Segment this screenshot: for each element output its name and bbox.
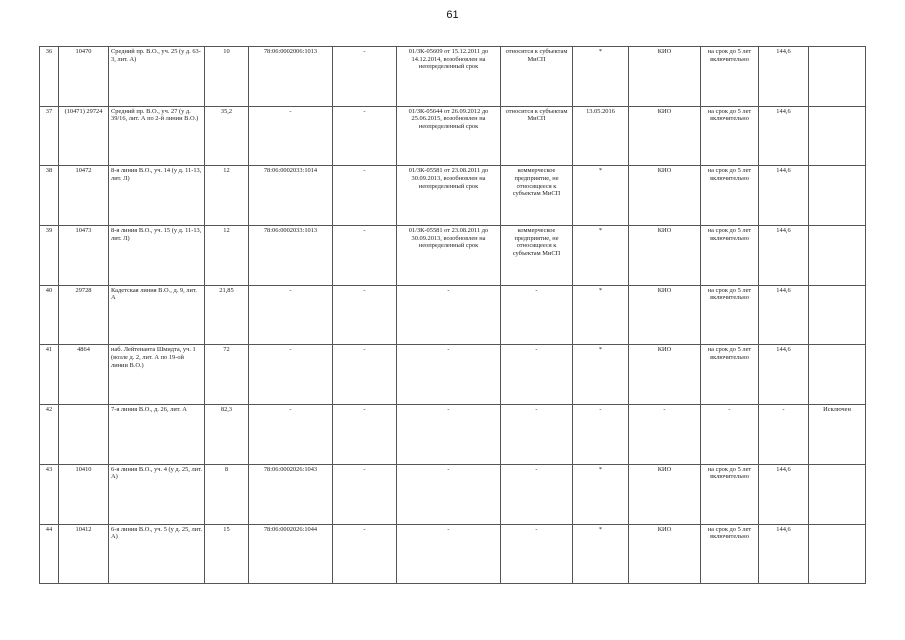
cell-term: на срок до 5 лет включительно [701,166,759,226]
table-row [40,106,866,166]
cell-agreement-info: - [397,405,501,465]
cell-agreement-info: 01/ЗК-05581 от 23.08.2011 до 30.09.2013, возобновлен на неопределенный срок [397,226,501,286]
cell-object-code: 29728 [59,285,109,345]
table-row [40,405,866,465]
cell-date: 13.05.2016 [573,106,629,166]
cell-cadastral-number: 78:06:0002033:1014 [249,166,333,226]
cell-note [809,106,866,166]
cell-rate: 144,6 [759,285,809,345]
cell-tenant-category: коммерческое предприятие, не относящееся к субъектам МиСП [501,226,573,286]
cell-address: 8-я линия В.О., уч. 15 (у д. 11-13, лит. Л) [109,226,205,286]
cell-authority: КИО [629,345,701,405]
cell-object-code: 4864 [59,345,109,405]
cell-term: на срок до 5 лет включительно [701,524,759,584]
cell-cadastral-number: - [249,405,333,465]
cell-area: 35,2 [205,106,249,166]
cell-object-code: 10472 [59,166,109,226]
cell-cadastral-number: 78:06:0002033:1013 [249,226,333,286]
cell-term: на срок до 5 лет включительно [701,226,759,286]
cell-extra-info: - [333,464,397,524]
cell-term: на срок до 5 лет включительно [701,106,759,166]
cell-object-code: 10412 [59,524,109,584]
cell-authority: КИО [629,106,701,166]
cell-area: 15 [205,524,249,584]
cell-row-number: 40 [40,285,59,345]
cell-cadastral-number: 78:06:0002026:1043 [249,464,333,524]
cell-tenant-category: относится к субъектам МиСП [501,106,573,166]
cell-row-number: 36 [40,47,59,107]
cell-rate: 144,6 [759,345,809,405]
cell-address: 7-я линия В.О., д. 26, лит. А [109,405,205,465]
cell-term: на срок до 5 лет включительно [701,47,759,107]
cell-date: * [573,166,629,226]
cell-tenant-category: относится к субъектам МиСП [501,47,573,107]
cell-tenant-category: - [501,285,573,345]
cell-agreement-info: - [397,285,501,345]
cell-rate: 144,6 [759,106,809,166]
cell-extra-info: - [333,285,397,345]
cell-extra-info: - [333,166,397,226]
cell-note [809,226,866,286]
cell-row-number: 38 [40,166,59,226]
cell-row-number: 37 [40,106,59,166]
cell-date: * [573,524,629,584]
cell-term: на срок до 5 лет включительно [701,285,759,345]
table-row [40,285,866,345]
cell-area: 12 [205,226,249,286]
cell-cadastral-number: - [249,106,333,166]
cell-cadastral-number: 78:06:0002026:1044 [249,524,333,584]
cell-tenant-category: коммерческое предприятие, не относящееся к субъектам МиСП [501,166,573,226]
register-table [39,46,866,584]
cell-row-number: 41 [40,345,59,405]
cell-agreement-info: 01/ЗК-05644 от 26.09.2012 до 25.06.2015, возобновлен на неопределенный срок [397,106,501,166]
cell-extra-info: - [333,405,397,465]
cell-object-code: 10410 [59,464,109,524]
cell-tenant-category: - [501,405,573,465]
cell-agreement-info: - [397,524,501,584]
cell-authority: КИО [629,47,701,107]
cell-area: 82,3 [205,405,249,465]
cell-agreement-info: 01/ЗК-05581 от 23.08.2011 до 30.09.2013, возобновлен на неопределенный срок [397,166,501,226]
cell-rate: 144,6 [759,226,809,286]
cell-address: наб. Лейтенанта Шмидта, уч. 1 (возле д. 2, лит. А по 19-ой линии В.О.) [109,345,205,405]
cell-address: Кадетская линия В.О., д. 9, лит. А [109,285,205,345]
cell-extra-info: - [333,345,397,405]
cell-note [809,285,866,345]
page-number: 61 [446,9,459,21]
cell-authority: КИО [629,464,701,524]
cell-agreement-info: - [397,345,501,405]
cell-term: - [701,405,759,465]
cell-object-code: (10471) 29724 [59,106,109,166]
cell-authority: КИО [629,524,701,584]
cell-tenant-category: - [501,345,573,405]
cell-agreement-info: 01/ЗК-05609 от 15.12.2011 до 14.12.2014, возобновлен на неопределенный срок [397,47,501,107]
cell-row-number: 43 [40,464,59,524]
cell-area: 12 [205,166,249,226]
cell-agreement-info: - [397,464,501,524]
cell-note [809,524,866,584]
cell-extra-info: - [333,47,397,107]
cell-authority: КИО [629,285,701,345]
cell-rate: 144,6 [759,524,809,584]
cell-note [809,345,866,405]
cell-address: 6-я линия В.О., уч. 4 (у д. 25, лит. А) [109,464,205,524]
table-row [40,226,866,286]
cell-cadastral-number: - [249,285,333,345]
cell-object-code [59,405,109,465]
cell-extra-info: - [333,226,397,286]
cell-date: * [573,47,629,107]
cell-rate: 144,6 [759,166,809,226]
cell-area: 21,85 [205,285,249,345]
cell-area: 10 [205,47,249,107]
cell-note: Исключен [809,405,866,465]
cell-date: * [573,345,629,405]
cell-object-code: 10470 [59,47,109,107]
cell-address: Средний пр. В.О., уч. 25 (у д. 63-3, лит. А) [109,47,205,107]
cell-date: * [573,464,629,524]
cell-note [809,166,866,226]
table-row [40,524,866,584]
cell-row-number: 39 [40,226,59,286]
cell-extra-info: - [333,524,397,584]
cell-authority: КИО [629,166,701,226]
cell-row-number: 44 [40,524,59,584]
cell-authority: - [629,405,701,465]
cell-row-number: 42 [40,405,59,465]
cell-date: * [573,226,629,286]
table-row [40,345,866,405]
cell-note [809,47,866,107]
cell-address: Средний пр. В.О., уч. 27 (у д. 39/16, лит. А по 2-й линии В.О.) [109,106,205,166]
cell-extra-info: - [333,106,397,166]
cell-address: 8-я линия В.О., уч. 14 (у д. 11-13, лит. Л) [109,166,205,226]
cell-object-code: 10473 [59,226,109,286]
cell-term: на срок до 5 лет включительно [701,464,759,524]
cell-area: 72 [205,345,249,405]
cell-term: на срок до 5 лет включительно [701,345,759,405]
cell-date: - [573,405,629,465]
cell-tenant-category: - [501,464,573,524]
register-body [40,47,866,584]
cell-note [809,464,866,524]
cell-cadastral-number: 78:06:0002006:1013 [249,47,333,107]
cell-cadastral-number: - [249,345,333,405]
cell-address: 6-я линия В.О., уч. 5 (у д. 25, лит. А) [109,524,205,584]
table-row [40,464,866,524]
table-row [40,47,866,107]
cell-rate: 144,6 [759,47,809,107]
cell-date: * [573,285,629,345]
cell-rate: 144,6 [759,464,809,524]
cell-rate: - [759,405,809,465]
cell-tenant-category: - [501,524,573,584]
cell-authority: КИО [629,226,701,286]
cell-area: 8 [205,464,249,524]
table-row [40,166,866,226]
